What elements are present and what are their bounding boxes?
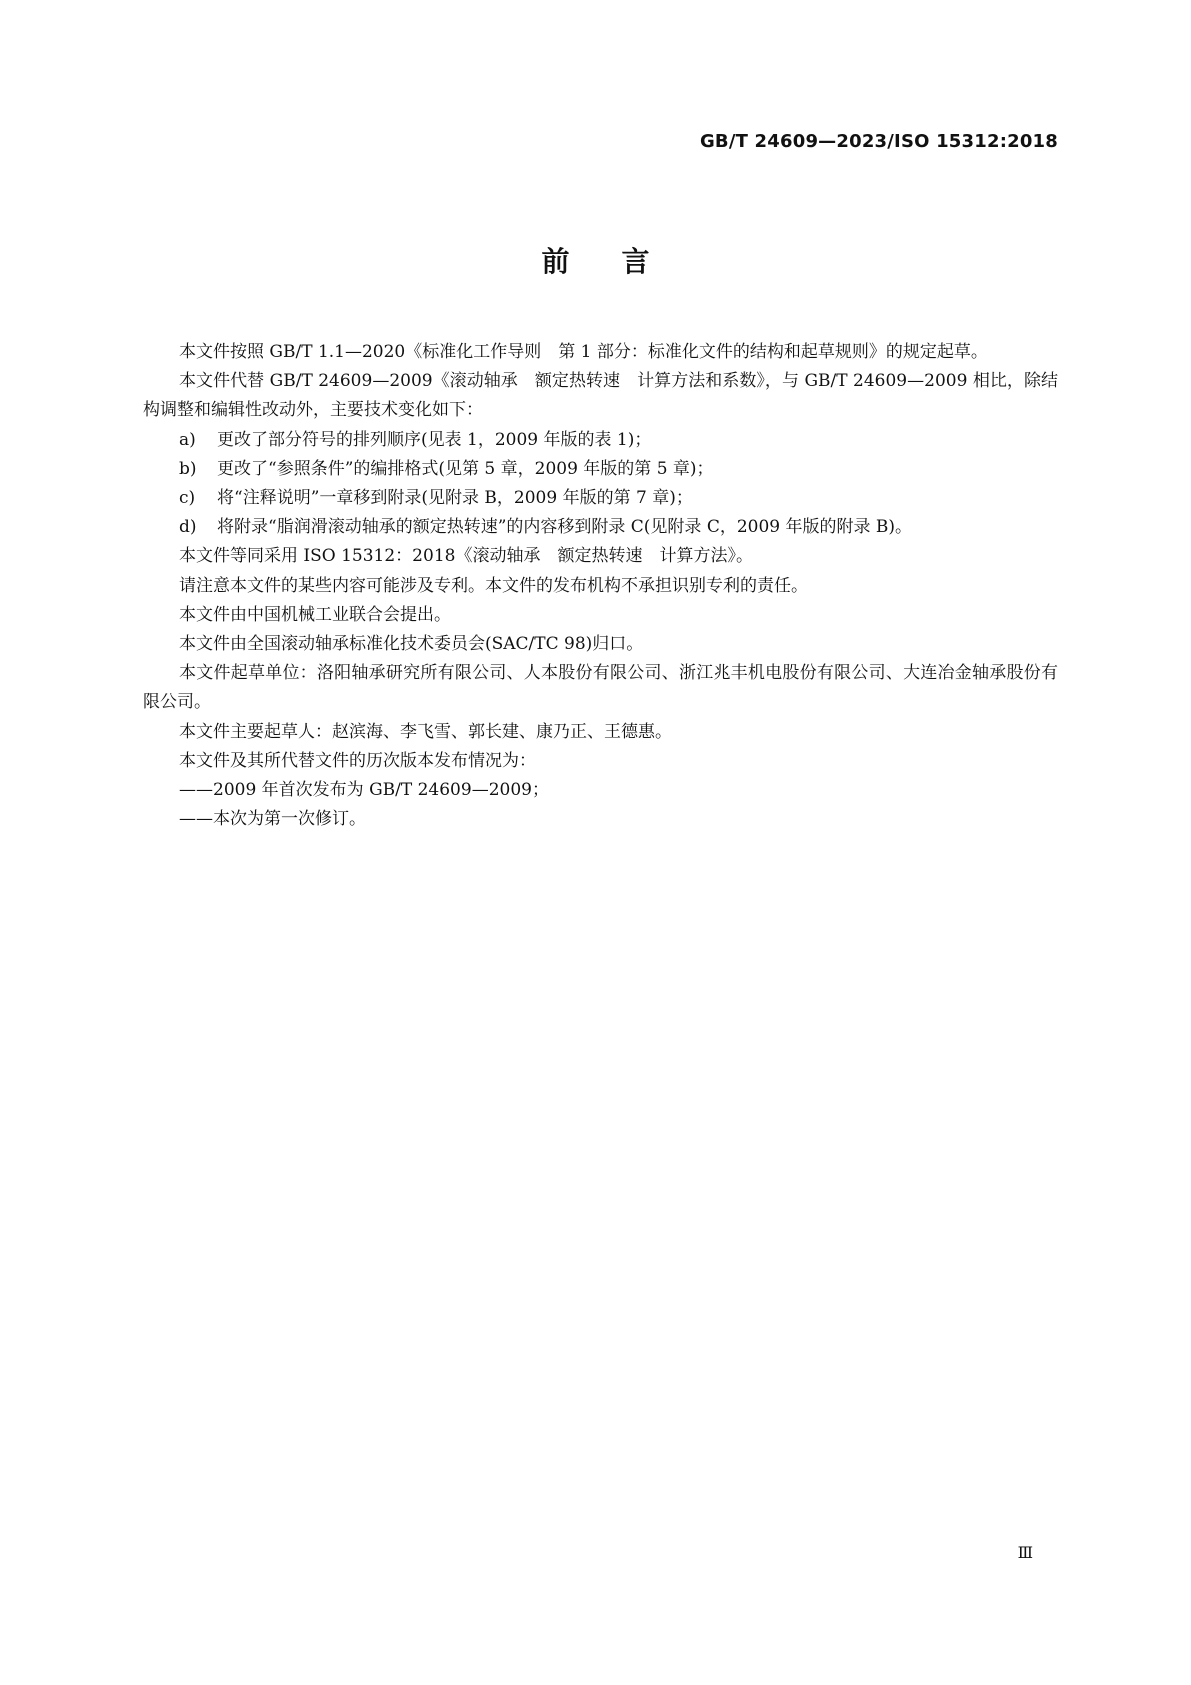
- standard-number: GB/T 24609—2023/ISO 15312:2018: [699, 131, 1058, 152]
- change-item-a: a) 更改了部分符号的排列顺序(见表 1，2009 年版的表 1)；: [179, 429, 652, 450]
- page-number: Ⅲ: [1017, 1543, 1033, 1562]
- change-item-d: d) 将附录“脂润滑滚动轴承的额定热转速”的内容移到附录 C(见附录 C，2009 年版的附录 B)。: [179, 517, 913, 538]
- foreword-body: [143, 338, 1058, 834]
- paragraph-patent-notice: 请注意本文件的某些内容可能涉及专利。本文件的发布机构不承担识别专利的责任。: [179, 575, 808, 596]
- page-title-char-1: 前: [541, 245, 570, 278]
- paragraph-version-history: 本文件及其所代替文件的历次版本发布情况为：: [179, 750, 536, 771]
- paragraph-committee: 本文件由全国滚动轴承标准化技术委员会(SAC/TC 98)归口。: [179, 634, 644, 655]
- page-title: [0, 240, 1191, 280]
- paragraph-iso-adoption: 本文件等同采用 ISO 15312：2018《滚动轴承 额定热转速 计算方法》。: [179, 546, 753, 567]
- paragraph-drafting-units: 本文件起草单位：洛阳轴承研究所有限公司、人本股份有限公司、浙江兆丰机电股份有限公司、大连冶金轴承股份有限公司。: [143, 663, 1058, 713]
- change-item-c: c) 将“注释说明”一章移到附录(见附录 B，2009 年版的第 7 章)；: [179, 488, 693, 509]
- paragraph-proposer: 本文件由中国机械工业联合会提出。: [179, 604, 451, 625]
- paragraph-drafters: 本文件主要起草人：赵滨海、李飞雪、郭长建、康乃正、王德惠。: [179, 721, 672, 742]
- paragraph-replacement: 本文件代替 GB/T 24609—2009《滚动轴承 额定热转速 计算方法和系数》，与 GB/T 24609—2009 相比，除结构调整和编辑性改动外，主要技术变化如下：: [143, 371, 1058, 421]
- paragraph-drafting-rule: 本文件按照 GB/T 1.1—2020《标准化工作导则 第 1 部分：标准化文件的结构和起草规则》的规定起草。: [179, 342, 988, 362]
- history-item-current: ——本次为第一次修订。: [179, 809, 366, 830]
- change-item-b: b) 更改了“参照条件”的编排格式(见第 5 章，2009 年版的第 5 章)；: [179, 458, 714, 479]
- page-title-char-2: 言: [621, 245, 650, 278]
- history-item-2009: ——2009 年首次发布为 GB/T 24609—2009；: [179, 780, 549, 801]
